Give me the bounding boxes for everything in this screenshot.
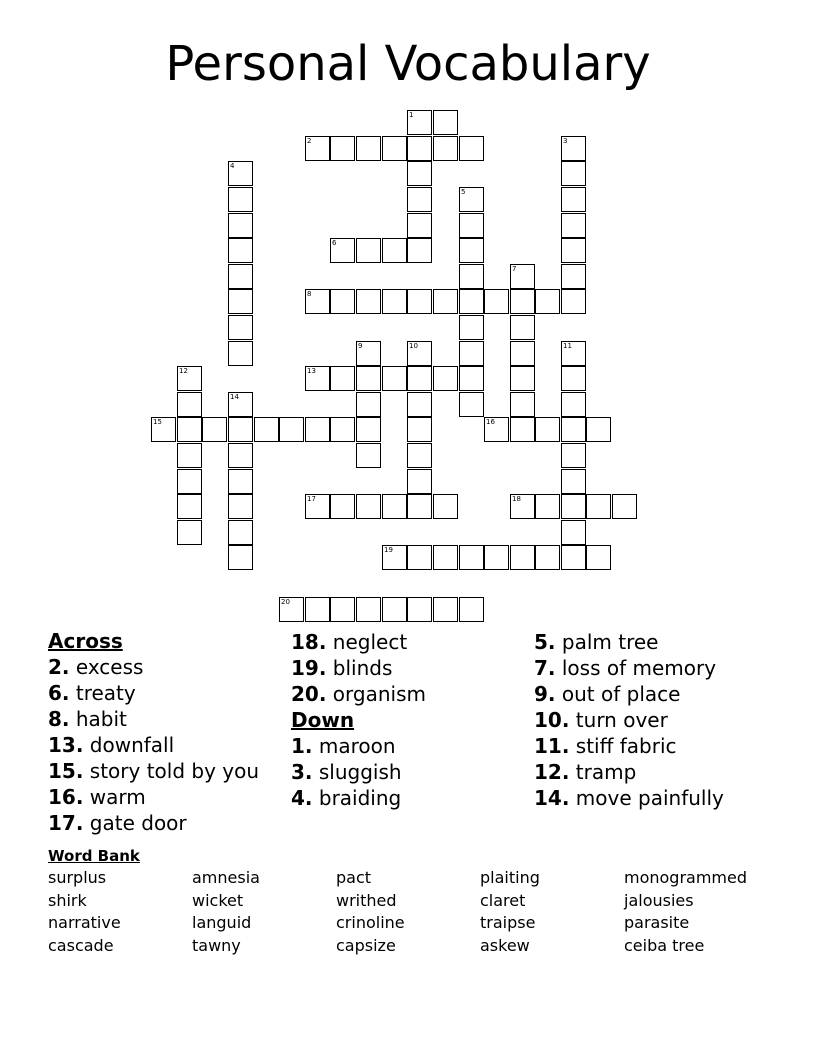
grid-cell[interactable] bbox=[433, 136, 458, 161]
clue-text: warm bbox=[83, 785, 146, 809]
across-header: Across bbox=[48, 629, 123, 653]
grid-cell[interactable] bbox=[305, 417, 330, 442]
grid-cell[interactable] bbox=[535, 417, 560, 442]
grid-cell[interactable] bbox=[407, 187, 432, 212]
clue-item bbox=[534, 629, 724, 655]
grid-cell[interactable] bbox=[228, 545, 253, 570]
grid-cell[interactable] bbox=[433, 597, 458, 622]
grid-cell[interactable] bbox=[177, 443, 202, 468]
clue-number: 4 bbox=[230, 162, 235, 170]
grid-cell[interactable] bbox=[484, 545, 509, 570]
grid-cell[interactable] bbox=[228, 161, 253, 186]
word-bank-word: claret bbox=[480, 890, 526, 910]
clue-item bbox=[534, 785, 724, 811]
grid-cell[interactable] bbox=[177, 469, 202, 494]
grid-cell[interactable] bbox=[356, 289, 381, 314]
grid-cell[interactable] bbox=[356, 597, 381, 622]
clue-number: 2 bbox=[307, 137, 312, 145]
clue-number: 3 bbox=[563, 137, 568, 145]
word-bank-word: plaiting bbox=[480, 868, 540, 887]
grid-cell[interactable] bbox=[561, 417, 586, 442]
clue-item bbox=[48, 732, 259, 758]
clue-text: excess bbox=[69, 655, 144, 679]
clue-text: stiff fabric bbox=[569, 734, 677, 758]
grid-cell[interactable] bbox=[356, 341, 381, 366]
grid-cell[interactable] bbox=[382, 545, 407, 570]
clue-text: sluggish bbox=[312, 760, 402, 784]
word-bank-word: tawny bbox=[192, 936, 241, 956]
grid-cell[interactable] bbox=[510, 392, 535, 417]
grid-cell[interactable] bbox=[433, 494, 458, 519]
clue-item bbox=[534, 707, 724, 733]
word-bank-word: amnesia bbox=[192, 868, 260, 887]
grid-cell[interactable] bbox=[433, 366, 458, 391]
clue-number: 18. bbox=[291, 630, 327, 654]
grid-cell[interactable] bbox=[561, 238, 586, 263]
grid-cell[interactable] bbox=[510, 315, 535, 340]
grid-cell[interactable] bbox=[228, 187, 253, 212]
clue-item bbox=[534, 759, 724, 785]
grid-cell[interactable] bbox=[407, 597, 432, 622]
word-bank-column bbox=[480, 867, 540, 958]
clue-item bbox=[48, 758, 259, 784]
grid-cell[interactable] bbox=[433, 289, 458, 314]
grid-cell[interactable] bbox=[510, 264, 535, 289]
grid-cell[interactable] bbox=[202, 417, 227, 442]
grid-cell[interactable] bbox=[561, 392, 586, 417]
grid-cell[interactable] bbox=[228, 469, 253, 494]
clue-item bbox=[291, 655, 426, 681]
grid-cell[interactable] bbox=[356, 494, 381, 519]
clue-text: palm tree bbox=[555, 630, 659, 654]
clue-number: 10 bbox=[409, 342, 418, 350]
grid-cell[interactable] bbox=[510, 545, 535, 570]
grid-cell[interactable] bbox=[459, 597, 484, 622]
word-bank-word: monogrammed bbox=[624, 868, 748, 887]
word-bank-word: jalousies bbox=[624, 890, 694, 910]
grid-cell[interactable] bbox=[228, 443, 253, 468]
word-bank-word: wicket bbox=[192, 890, 244, 910]
grid-cell[interactable] bbox=[510, 289, 535, 314]
grid-cell[interactable] bbox=[228, 264, 253, 289]
grid-cell[interactable] bbox=[535, 289, 560, 314]
clue-item bbox=[48, 654, 259, 680]
clue-number: 12. bbox=[534, 760, 570, 784]
word-bank-word: shirk bbox=[48, 890, 87, 910]
clue-number: 17 bbox=[307, 495, 316, 503]
grid-cell[interactable] bbox=[561, 443, 586, 468]
grid-cell[interactable] bbox=[177, 494, 202, 519]
grid-cell[interactable] bbox=[459, 315, 484, 340]
grid-cell[interactable] bbox=[459, 213, 484, 238]
clue-number: 1. bbox=[291, 734, 313, 758]
clue-number: 19 bbox=[384, 546, 393, 554]
word-bank-column bbox=[624, 867, 747, 958]
grid-cell[interactable] bbox=[356, 136, 381, 161]
clue-text: out of place bbox=[555, 682, 681, 706]
grid-cell[interactable] bbox=[407, 238, 432, 263]
clue-text: neglect bbox=[326, 630, 408, 654]
clue-number: 20 bbox=[281, 598, 290, 606]
grid-cell[interactable] bbox=[382, 366, 407, 391]
grid-cell[interactable] bbox=[535, 545, 560, 570]
grid-cell[interactable] bbox=[407, 366, 432, 391]
word-bank-title: Word Bank bbox=[48, 847, 140, 865]
grid-cell[interactable] bbox=[433, 545, 458, 570]
grid-cell[interactable] bbox=[459, 264, 484, 289]
grid-cell[interactable] bbox=[459, 187, 484, 212]
clue-number: 18 bbox=[512, 495, 521, 503]
grid-cell[interactable] bbox=[586, 417, 611, 442]
grid-cell[interactable] bbox=[407, 136, 432, 161]
clue-number: 7. bbox=[534, 656, 556, 680]
grid-cell[interactable] bbox=[356, 443, 381, 468]
clue-number: 7 bbox=[512, 265, 517, 273]
clue-number: 19. bbox=[291, 656, 327, 680]
grid-cell[interactable] bbox=[228, 213, 253, 238]
grid-cell[interactable] bbox=[561, 520, 586, 545]
word-bank-word: ceiba tree bbox=[624, 936, 705, 956]
grid-cell[interactable] bbox=[382, 238, 407, 263]
grid-cell[interactable] bbox=[151, 417, 176, 442]
clue-text: move painfully bbox=[569, 786, 724, 810]
clue-number: 16. bbox=[48, 785, 84, 809]
grid-cell[interactable] bbox=[407, 494, 432, 519]
grid-cell[interactable] bbox=[228, 238, 253, 263]
clue-number: 6. bbox=[48, 681, 70, 705]
clue-text: treaty bbox=[69, 681, 136, 705]
grid-cell[interactable] bbox=[228, 494, 253, 519]
grid-cell[interactable] bbox=[177, 417, 202, 442]
clue-text: organism bbox=[326, 682, 426, 706]
clue-number: 15 bbox=[153, 418, 162, 426]
clue-item bbox=[534, 655, 724, 681]
clue-number: 3. bbox=[291, 760, 313, 784]
grid-cell[interactable] bbox=[407, 341, 432, 366]
clue-number: 11 bbox=[563, 342, 572, 350]
grid-cell[interactable] bbox=[330, 289, 355, 314]
clue-number: 4. bbox=[291, 786, 313, 810]
clue-text: habit bbox=[69, 707, 127, 731]
clues-column-1 bbox=[48, 628, 259, 836]
grid-cell[interactable] bbox=[330, 136, 355, 161]
grid-cell[interactable] bbox=[382, 289, 407, 314]
clue-number: 6 bbox=[332, 239, 337, 247]
clue-text: blinds bbox=[326, 656, 393, 680]
grid-cell[interactable] bbox=[305, 494, 330, 519]
grid-cell[interactable] bbox=[356, 238, 381, 263]
word-bank-word: surplus bbox=[48, 868, 107, 887]
grid-cell[interactable] bbox=[459, 366, 484, 391]
grid-cell[interactable] bbox=[356, 366, 381, 391]
word-bank-word: capsize bbox=[336, 936, 396, 956]
grid-cell[interactable] bbox=[228, 289, 253, 314]
grid-cell[interactable] bbox=[561, 366, 586, 391]
grid-cell[interactable] bbox=[407, 213, 432, 238]
clue-item bbox=[48, 706, 259, 732]
grid-cell[interactable] bbox=[612, 494, 637, 519]
clue-number: 17. bbox=[48, 811, 84, 835]
grid-cell[interactable] bbox=[330, 238, 355, 263]
grid-cell[interactable] bbox=[484, 417, 509, 442]
word-bank-word: narrative bbox=[48, 913, 121, 933]
grid-cell[interactable] bbox=[407, 289, 432, 314]
grid-cell[interactable] bbox=[459, 238, 484, 263]
clue-number: 2. bbox=[48, 655, 70, 679]
grid-cell[interactable] bbox=[356, 392, 381, 417]
clue-item bbox=[48, 784, 259, 810]
grid-cell[interactable] bbox=[510, 417, 535, 442]
grid-cell[interactable] bbox=[484, 289, 509, 314]
clue-number: 8 bbox=[307, 290, 312, 298]
grid-cell[interactable] bbox=[254, 417, 279, 442]
clue-number: 1 bbox=[409, 111, 414, 119]
grid-cell[interactable] bbox=[561, 545, 586, 570]
grid-cell[interactable] bbox=[561, 341, 586, 366]
clue-number: 13. bbox=[48, 733, 84, 757]
word-bank-column bbox=[336, 867, 405, 958]
word-bank-word: writhed bbox=[336, 890, 397, 910]
grid-cell[interactable] bbox=[407, 545, 432, 570]
grid-cell[interactable] bbox=[407, 392, 432, 417]
clue-text: turn over bbox=[569, 708, 668, 732]
grid-cell[interactable] bbox=[305, 136, 330, 161]
grid-cell[interactable] bbox=[382, 136, 407, 161]
clues-column-3 bbox=[534, 629, 724, 811]
grid-cell[interactable] bbox=[305, 597, 330, 622]
clue-number: 13 bbox=[307, 367, 316, 375]
clue-item bbox=[48, 680, 259, 706]
grid-cell[interactable] bbox=[356, 417, 381, 442]
word-bank-word: languid bbox=[192, 913, 252, 933]
clue-item bbox=[48, 810, 259, 836]
grid-cell[interactable] bbox=[382, 597, 407, 622]
word-bank-word: cascade bbox=[48, 936, 114, 956]
clue-number: 5 bbox=[461, 188, 466, 196]
grid-cell[interactable] bbox=[586, 494, 611, 519]
clue-number: 8. bbox=[48, 707, 70, 731]
grid-cell[interactable] bbox=[561, 289, 586, 314]
grid-cell[interactable] bbox=[510, 366, 535, 391]
grid-cell[interactable] bbox=[228, 520, 253, 545]
grid-cell[interactable] bbox=[279, 597, 304, 622]
grid-cell[interactable] bbox=[510, 341, 535, 366]
grid-cell[interactable] bbox=[561, 161, 586, 186]
grid-cell[interactable] bbox=[459, 136, 484, 161]
grid-cell[interactable] bbox=[459, 289, 484, 314]
word-bank-column bbox=[192, 867, 260, 958]
grid-cell[interactable] bbox=[459, 545, 484, 570]
clue-text: downfall bbox=[83, 733, 175, 757]
clue-number: 16 bbox=[486, 418, 495, 426]
grid-cell[interactable] bbox=[459, 341, 484, 366]
grid-cell[interactable] bbox=[177, 366, 202, 391]
clue-number: 14. bbox=[534, 786, 570, 810]
grid-cell[interactable] bbox=[407, 469, 432, 494]
grid-cell[interactable] bbox=[228, 392, 253, 417]
clue-text: story told by you bbox=[83, 759, 260, 783]
word-bank-word: askew bbox=[480, 936, 530, 956]
clue-number: 15. bbox=[48, 759, 84, 783]
clue-number: 20. bbox=[291, 682, 327, 706]
grid-cell[interactable] bbox=[459, 392, 484, 417]
grid-cell[interactable] bbox=[561, 264, 586, 289]
grid-cell[interactable] bbox=[561, 187, 586, 212]
grid-cell[interactable] bbox=[433, 110, 458, 135]
grid-cell[interactable] bbox=[382, 494, 407, 519]
grid-cell[interactable] bbox=[407, 417, 432, 442]
clue-number: 14 bbox=[230, 393, 239, 401]
clue-item bbox=[534, 681, 724, 707]
grid-cell[interactable] bbox=[407, 161, 432, 186]
grid-cell[interactable] bbox=[561, 469, 586, 494]
clue-item bbox=[534, 733, 724, 759]
word-bank-word: pact bbox=[336, 868, 372, 887]
grid-cell[interactable] bbox=[561, 213, 586, 238]
clue-text: loss of memory bbox=[555, 656, 717, 680]
grid-cell[interactable] bbox=[305, 366, 330, 391]
grid-cell[interactable] bbox=[535, 494, 560, 519]
grid-cell[interactable] bbox=[510, 494, 535, 519]
clue-number: 9 bbox=[358, 342, 363, 350]
clue-number: 9. bbox=[534, 682, 556, 706]
word-bank-column bbox=[48, 867, 121, 958]
grid-cell[interactable] bbox=[330, 494, 355, 519]
grid-cell[interactable] bbox=[228, 315, 253, 340]
word-bank-word: parasite bbox=[624, 913, 690, 933]
grid-cell[interactable] bbox=[279, 417, 304, 442]
grid-cell[interactable] bbox=[407, 443, 432, 468]
clue-item bbox=[291, 629, 426, 655]
clue-text: maroon bbox=[312, 734, 396, 758]
grid-cell[interactable] bbox=[561, 136, 586, 161]
clue-number: 12 bbox=[179, 367, 188, 375]
grid-cell[interactable] bbox=[177, 392, 202, 417]
clues-column-2 bbox=[291, 629, 426, 811]
grid-cell[interactable] bbox=[305, 289, 330, 314]
clue-number: 11. bbox=[534, 734, 570, 758]
clue-item bbox=[291, 759, 426, 785]
down-header: Down bbox=[291, 708, 355, 732]
grid-cell[interactable] bbox=[330, 417, 355, 442]
clue-item bbox=[291, 785, 426, 811]
grid-cell[interactable] bbox=[177, 520, 202, 545]
grid-cell[interactable] bbox=[407, 110, 432, 135]
clue-number: 5. bbox=[534, 630, 556, 654]
clue-item bbox=[291, 681, 426, 707]
clue-item bbox=[291, 733, 426, 759]
clue-number: 10. bbox=[534, 708, 570, 732]
clue-text: tramp bbox=[569, 760, 637, 784]
word-bank-word: traipse bbox=[480, 913, 536, 933]
grid-cell[interactable] bbox=[228, 341, 253, 366]
page-title: Personal Vocabulary bbox=[165, 36, 651, 92]
grid-cell[interactable] bbox=[228, 417, 253, 442]
clue-text: braiding bbox=[312, 786, 402, 810]
grid-cell[interactable] bbox=[330, 366, 355, 391]
grid-cell[interactable] bbox=[586, 545, 611, 570]
grid-cell[interactable] bbox=[330, 597, 355, 622]
clue-text: gate door bbox=[83, 811, 187, 835]
grid-cell[interactable] bbox=[561, 494, 586, 519]
word-bank-word: crinoline bbox=[336, 913, 405, 933]
